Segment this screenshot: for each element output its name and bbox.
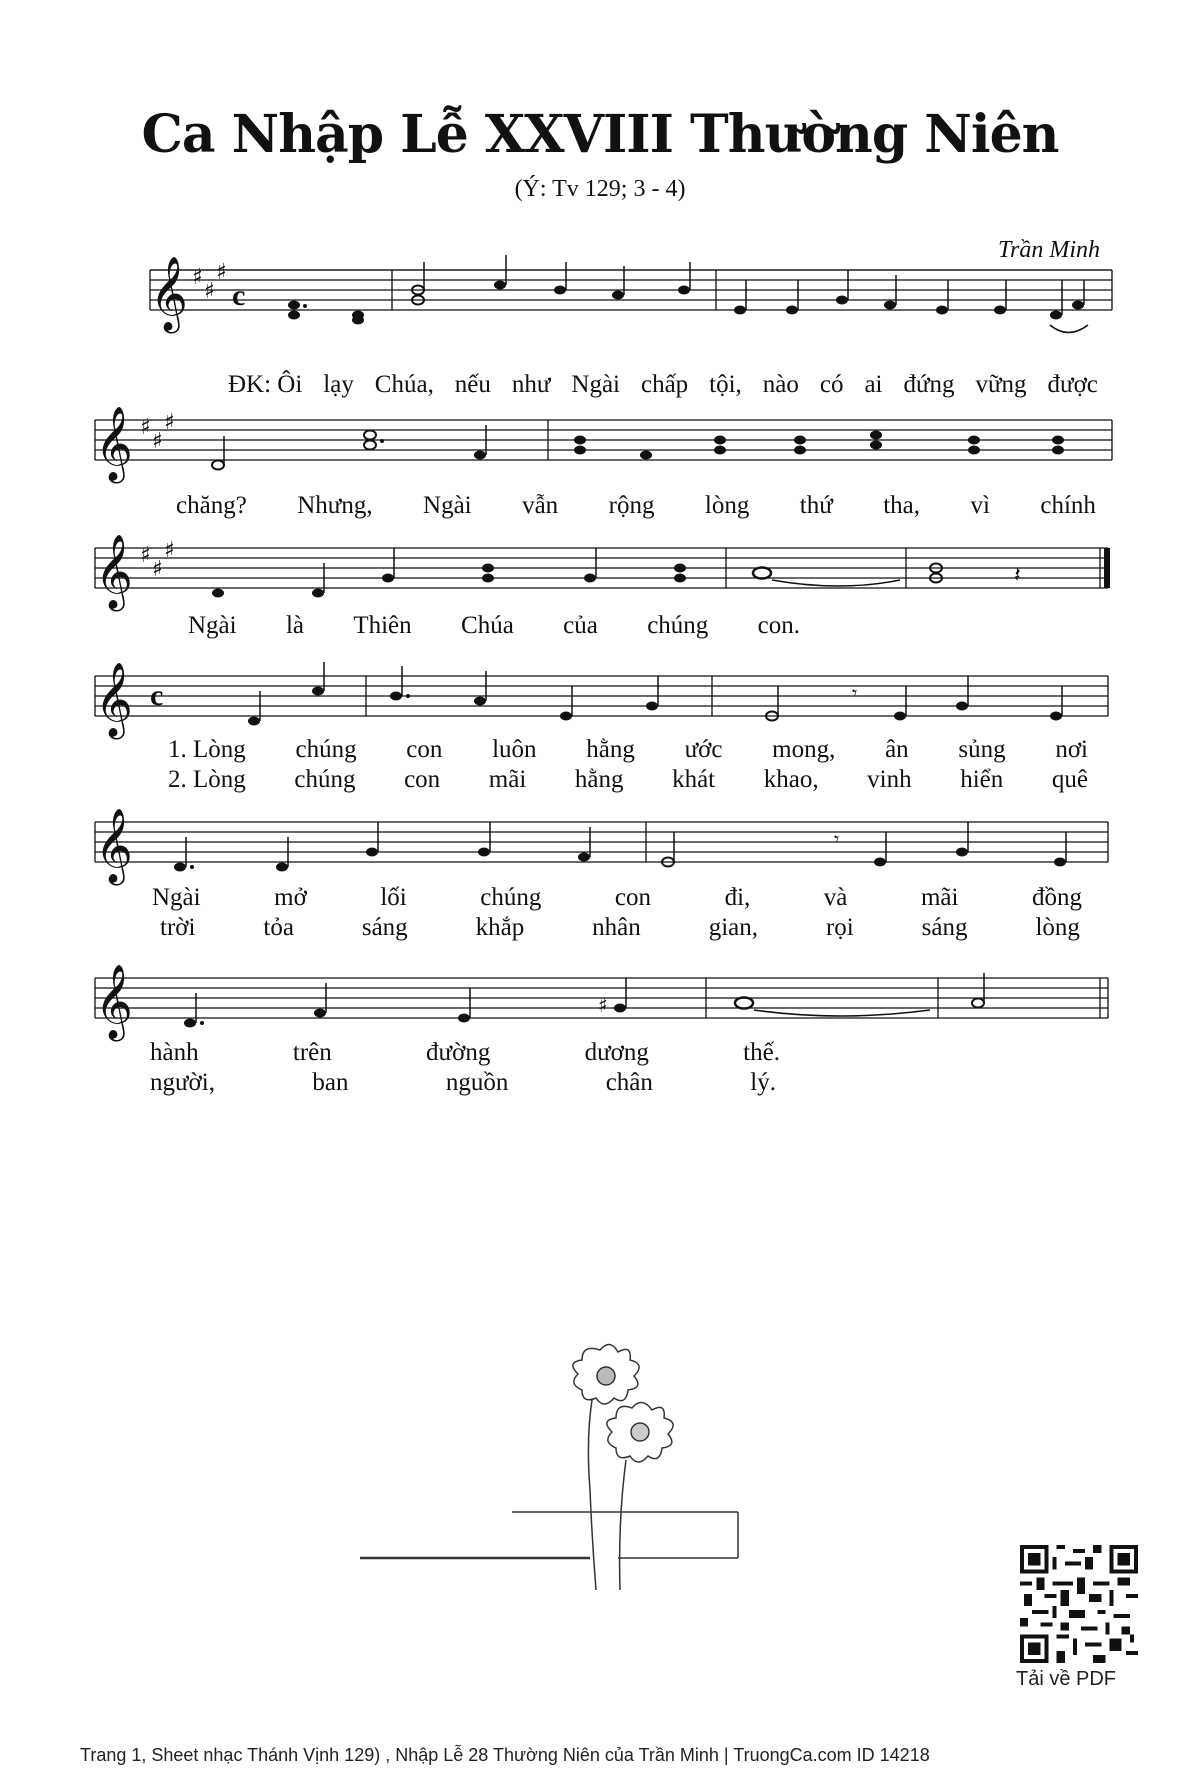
svg-text:𝄞: 𝄞 (95, 663, 133, 737)
verse-line-2-v2: trời tỏa sáng khắp nhân gian, rọi sáng lòng (160, 914, 1080, 941)
flower-drawing-icon (360, 1340, 840, 1610)
svg-text:♯: ♯ (598, 993, 608, 1017)
verse-line-2-v1: Ngài mở lối chúng con đi, và mãi đồng (152, 884, 1082, 911)
treble-clef-icon: 𝄞 (150, 257, 188, 331)
svg-text:c: c (232, 279, 246, 312)
svg-text:𝄞: 𝄞 (95, 535, 133, 609)
svg-text:♯: ♯ (164, 538, 175, 563)
page-title: Ca Nhập Lễ XXVIII Thường Niên (141, 104, 1059, 165)
svg-text:♯: ♯ (140, 543, 151, 568)
staff-2 (0, 400, 1200, 500)
refrain-line-2: chăng? Nhưng, Ngài vẫn rộng lòng thứ tha, vì chính (176, 492, 1096, 519)
svg-text:♯: ♯ (164, 410, 175, 435)
verse-line-1-v2: 2. Lòng chúng con mãi hằng khát khao, vinh hiển quê (168, 766, 1088, 793)
svg-text:𝄽: 𝄽 (1014, 563, 1021, 588)
svg-text:𝄞: 𝄞 (95, 965, 133, 1039)
composer-name: Trần Minh (997, 237, 1100, 263)
page-subtitle: (Ý: Tv 129; 3 - 4) (514, 176, 686, 202)
svg-text:♯: ♯ (204, 279, 215, 304)
refrain-line-1: ĐK: Ôi lạy Chúa, nếu như Ngài chấp tội, nào có ai đứng vững được (228, 371, 1098, 398)
qr-code-icon[interactable] (1020, 1545, 1138, 1663)
page-footer: Trang 1, Sheet nhạc Thánh Vịnh 129) , Nhập Lễ 28 Thường Niên của Trần Minh | TruongCa.com ID 14218 (80, 1745, 930, 1765)
verse-line-1-v1: 1. Lòng chúng con luôn hằng ước mong, ân sủng nơi (168, 736, 1088, 763)
verse-line-3-v2: người, ban nguồn chân lý. (150, 1069, 776, 1096)
svg-text:♯: ♯ (152, 557, 163, 582)
verse-line-3-v1: hành trên đường dương thế. (150, 1039, 780, 1066)
svg-text:♯: ♯ (216, 260, 227, 285)
svg-text:c: c (150, 679, 164, 712)
svg-text:♯: ♯ (152, 429, 163, 454)
svg-text:𝄞: 𝄞 (95, 809, 133, 883)
svg-text:𝄞: 𝄞 (95, 407, 133, 481)
svg-text:𝄾: 𝄾 (834, 827, 840, 851)
svg-text:𝄾: 𝄾 (852, 681, 858, 705)
refrain-line-3: Ngài là Thiên Chúa của chúng con. (188, 612, 800, 639)
svg-text:♯: ♯ (192, 265, 203, 290)
download-pdf-link[interactable]: Tải về PDF (1016, 1668, 1117, 1690)
staff-1 (0, 240, 1200, 340)
svg-text:♯: ♯ (140, 415, 151, 440)
